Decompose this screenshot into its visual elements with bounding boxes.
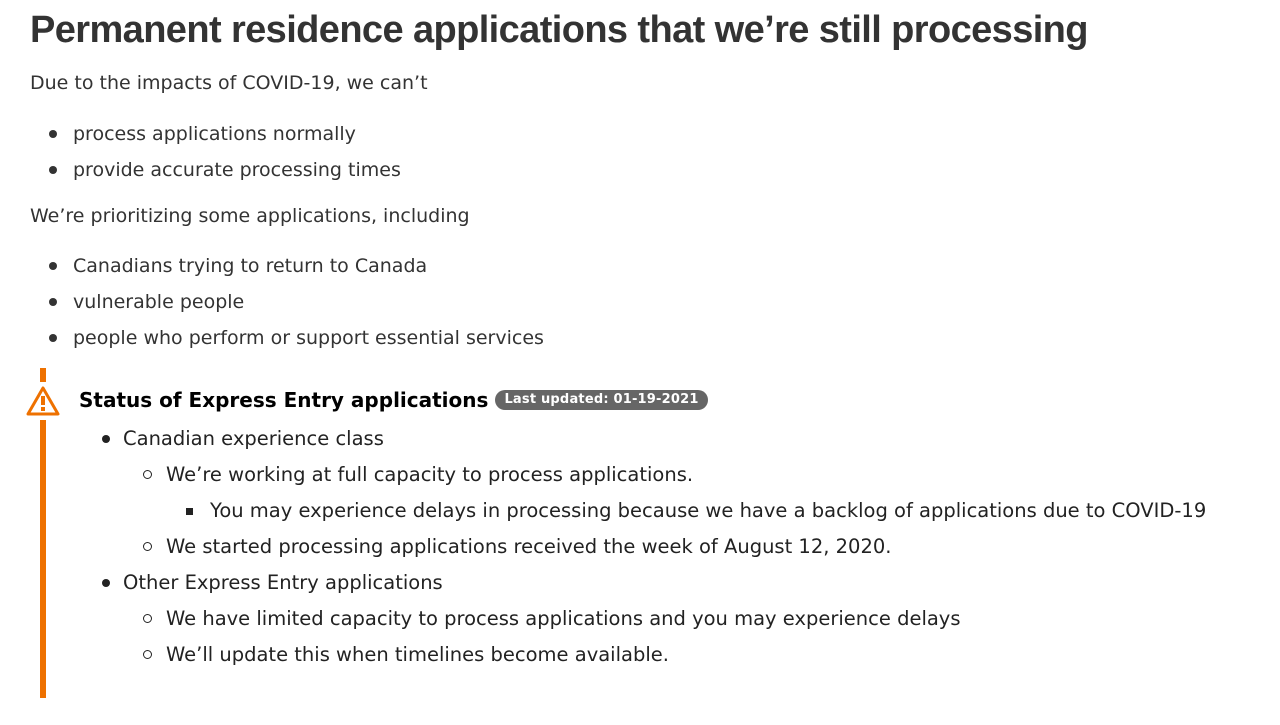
list-item-cec: Canadian experience class bbox=[100, 421, 1206, 457]
alert-border-top bbox=[40, 368, 46, 382]
bullet-circle-icon bbox=[143, 650, 152, 659]
alert-title bbox=[79, 388, 708, 412]
list-item-other-update: We’ll update this when timelines become available. bbox=[100, 637, 1206, 673]
priority-list bbox=[30, 248, 544, 356]
bullet-circle-icon bbox=[143, 470, 152, 479]
bullet-circle-icon bbox=[143, 614, 152, 623]
list-item-other-limited: We have limited capacity to process applications and you may experience delays bbox=[100, 601, 1206, 637]
bullet-icon bbox=[102, 435, 110, 443]
list-item: process applications normally bbox=[30, 116, 401, 152]
bullet-circle-icon bbox=[143, 542, 152, 551]
bullet-icon bbox=[102, 579, 110, 587]
bullet-icon bbox=[49, 262, 57, 270]
list-item: Canadians trying to return to Canada bbox=[30, 248, 544, 284]
alert-border bbox=[40, 420, 46, 698]
list-item-cec-started: We started processing applications received the week of August 12, 2020. bbox=[100, 529, 1206, 565]
bullet-square-icon bbox=[186, 508, 193, 515]
page-title: Permanent residence applications that we’re still processing bbox=[30, 9, 1088, 51]
bullet-icon bbox=[49, 166, 57, 174]
list-item: vulnerable people bbox=[30, 284, 544, 320]
last-updated-badge: Last updated: 01-19-2021 bbox=[495, 390, 707, 410]
list-item-cec-backlog: You may experience delays in processing because we have a backlog of applications due to COVID-19 bbox=[100, 493, 1206, 529]
list-item-other: Other Express Entry applications bbox=[100, 565, 1206, 601]
list-item-cec-capacity: We’re working at full capacity to process applications. bbox=[100, 457, 1206, 493]
bullet-icon bbox=[49, 334, 57, 342]
priority-intro: We’re prioritizing some applications, including bbox=[30, 205, 470, 227]
list-item: provide accurate processing times bbox=[30, 152, 401, 188]
list-item: people who perform or support essential services bbox=[30, 320, 544, 356]
covid-intro: Due to the impacts of COVID-19, we can’t bbox=[30, 72, 428, 94]
express-entry-list bbox=[100, 421, 1206, 673]
alert-title-text: Status of Express Entry applications bbox=[79, 388, 489, 412]
bullet-icon bbox=[49, 130, 57, 138]
cannot-list bbox=[30, 116, 401, 188]
warning-triangle-icon bbox=[26, 386, 60, 416]
bullet-icon bbox=[49, 298, 57, 306]
